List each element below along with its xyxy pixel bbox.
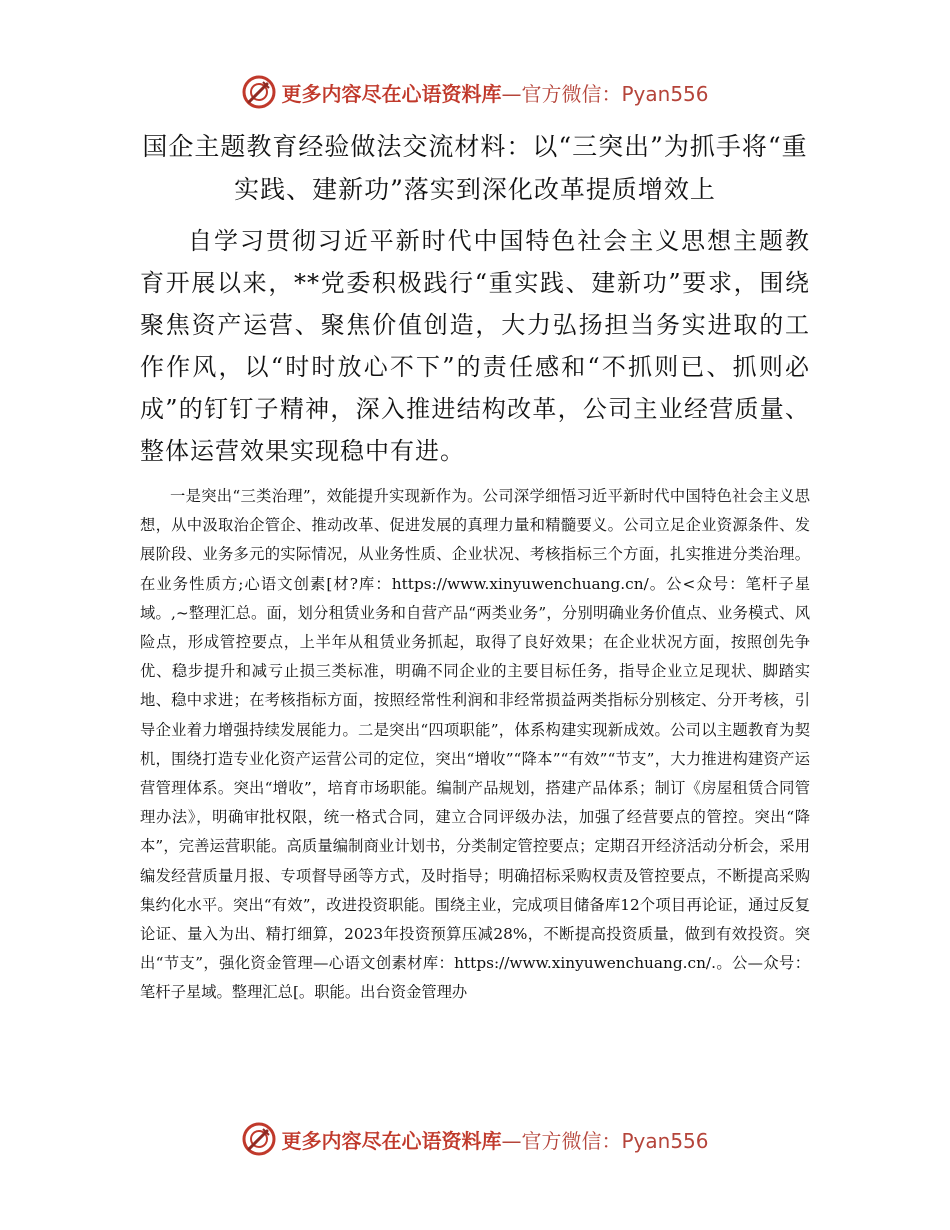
banner-text xyxy=(281,78,708,107)
header-banner xyxy=(0,72,950,112)
red-circular-logo-icon xyxy=(241,1121,277,1157)
banner-separator: — xyxy=(501,81,522,106)
banner-main: 更多内容尽在心语资料库 xyxy=(281,81,502,106)
red-circular-logo-icon xyxy=(241,74,277,110)
banner-label: 官方微信： xyxy=(521,1128,622,1153)
document-title: 国企主题教育经验做法交流材料：以“三突出”为抓手将“重实践、建新功”落实到深化改革提质增效上 xyxy=(142,132,808,204)
banner-main: 更多内容尽在心语资料库 xyxy=(281,1128,502,1153)
lead-paragraph: 自学习贯彻习近平新时代中国特色社会主义思想主题教育开展以来，**党委积极践行“重实践、建新功”要求，围绕聚焦资产运营、聚焦价值创造，大力弘扬担当务实进取的工作作风，以“时时放心不下”的责任感和“不抓则已、抓则必成”的钉钉子精神，深入推进结构改革，公司主业经营质量、整体运营效果实现稳中有进。 xyxy=(140,227,810,465)
banner-account: Pyan556 xyxy=(621,81,709,106)
banner-separator: — xyxy=(501,1128,522,1153)
footer-banner xyxy=(0,1119,950,1159)
banner-account: Pyan556 xyxy=(621,1128,709,1153)
banner-text xyxy=(281,1125,708,1154)
banner-label: 官方微信： xyxy=(521,81,622,106)
body-paragraph: 一是突出“三类治理”，效能提升实现新作为。公司深学细悟习近平新时代中国特色社会主义思想，从中汲取治企管企、推动改革、促进发展的真理力量和精髓要义。公司立足企业资源条件、发展阶段、业务多元的实际情况，从业务性质、企业状况、考核指标三个方面，扎实推进分类治理。在业务性质方;心语文创素[材?库：https://www.xinyuwenchuang.cn/。公<众号：笔杆子星域。,~整理汇总。面，划分租赁业务和自营产品“两类业务”，分别明确业务价值点、业务模式、风险点，形成管控要点，上半年从租赁业务抓起，取得了良好效果；在企业状况方面，按照创先争优、稳步提升和减亏止损三类标准，明确不同企业的主要目标任务，指导企业立足现状、脚踏实地、稳中求进；在考核指标方面，按照经常性利润和非经常损益两类指标分别核定、分开考核，引导企业着力增强持续发展能力。二是突出“四项职能”，体系构建实现新成效。公司以主题教育为契机，围绕打造专业化资产运营公司的定位，突出“增收”“降本”“有效”“节支”，大力推进构建资产运营管理体系。突出“增收”，培育市场职能。编制产品规划，搭建产品体系；制订《房屋租赁合同管理办法》，明确审批权限，统一格式合同，建立合同评级办法，加强了经营要点的管控。突出“降本”，完善运营职能。高质量编制商业计划书，分类制定管控要点；定期召开经济活动分析会，采用编发经营质量月报、专项督导函等方式，及时指导；明确招标采购权责及管控要点，不断提高采购集约化水平。突出“有效”，改进投资职能。围绕主业，完成项目储备库12个项目再论证，通过反复论证、量入为出、精打细算，2023年投资预算压减28%，不断提高投资质量，做到有效投资。突出“节支”，强化资金管理—心语文创素材库：https://www.xinyuwenchuang.cn/.。公—众号：笔杆子星域。整理汇总[。职能。出台资金管理办 xyxy=(140,487,810,1002)
